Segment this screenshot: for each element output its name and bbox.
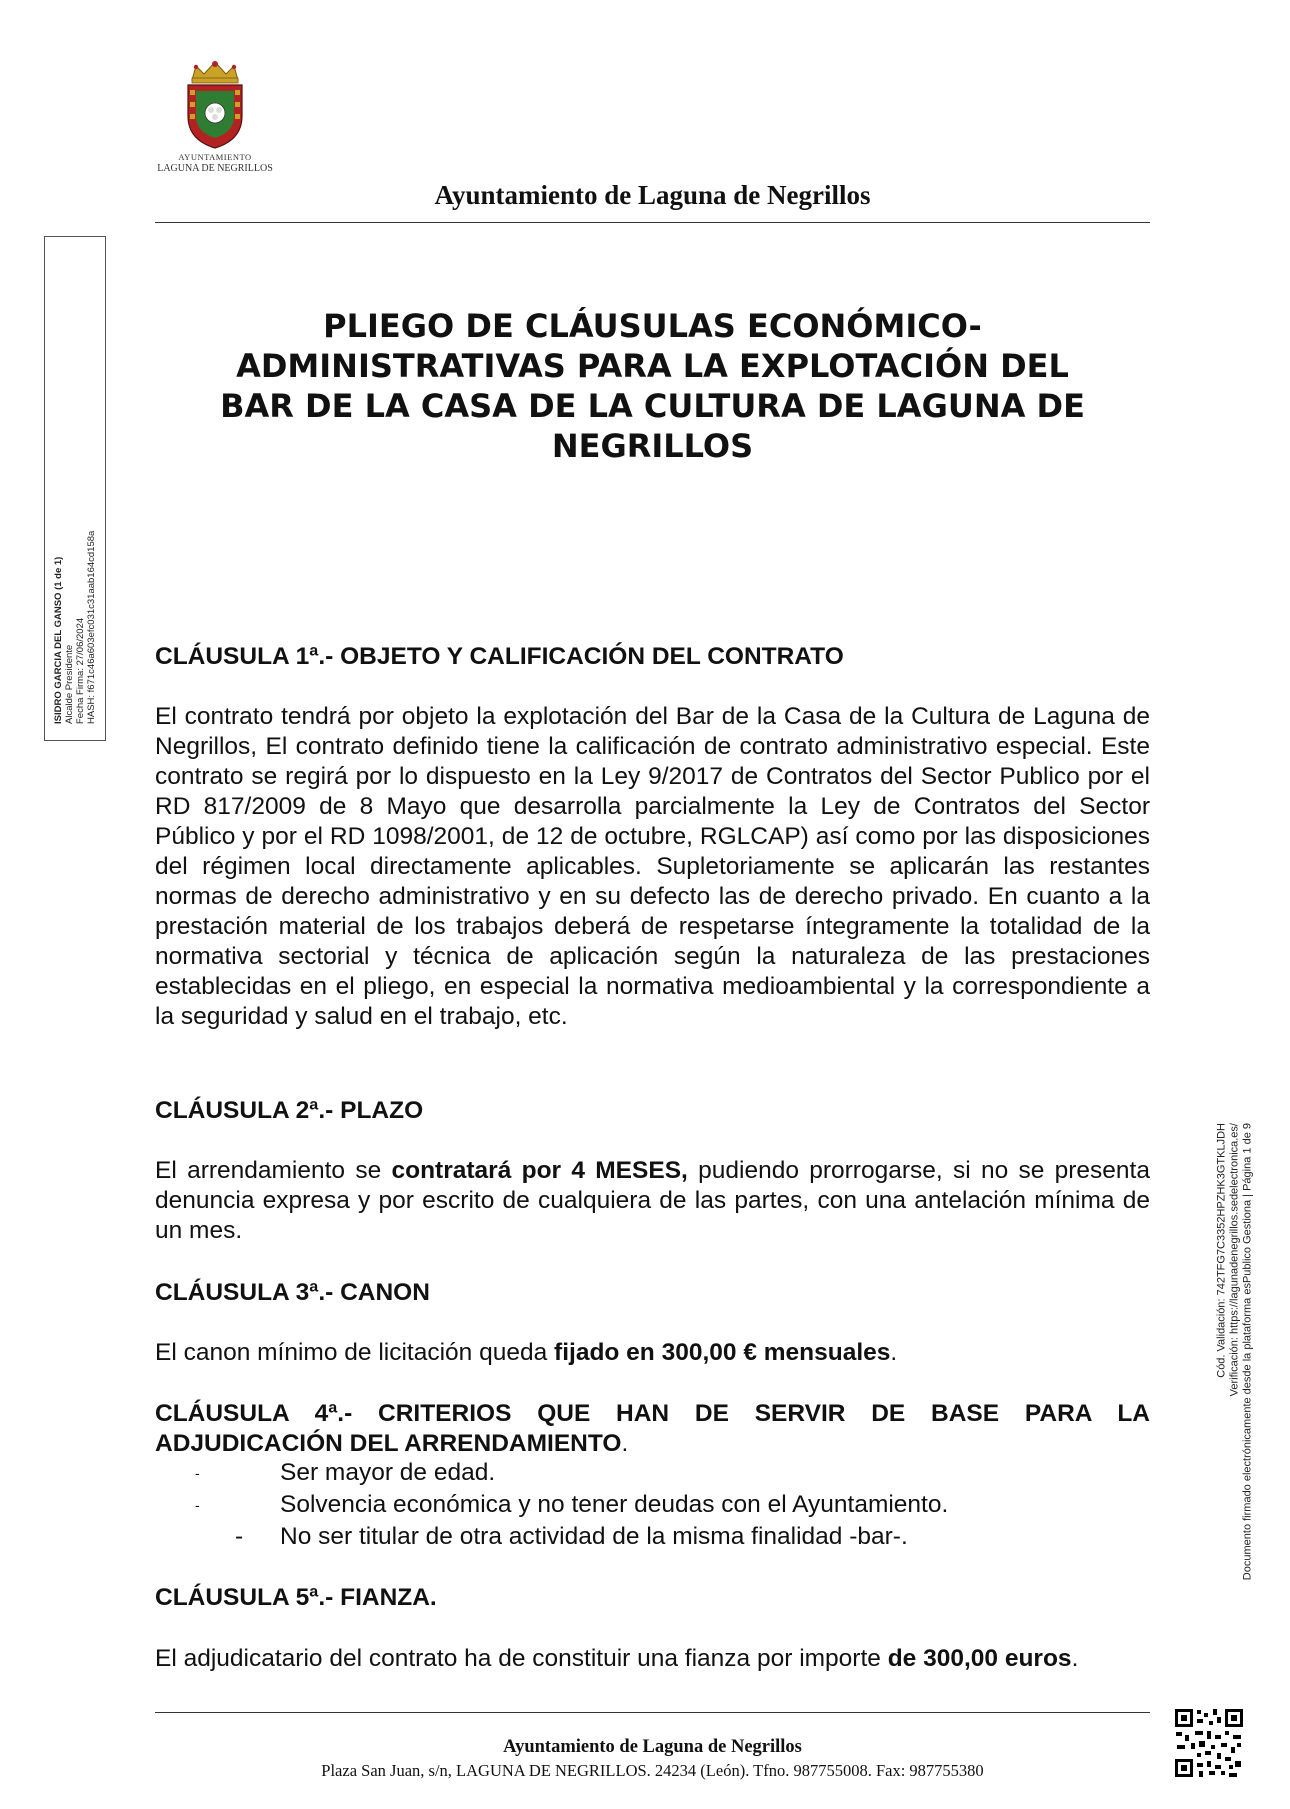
bullet-text: No ser titular de otra actividad de la misma finalidad -bar-. — [280, 1523, 908, 1550]
title-line: BAR DE LA CASA DE LA CULTURA DE LAGUNA DE — [220, 387, 1085, 425]
clause-2-text-before: El arrendamiento se — [155, 1157, 392, 1184]
clause-2-text-after: pudiendo prorrogarse, si no se presenta denuncia expresa y por escrito de cualquiera de las partes, con una antelación mínima de un mes. — [155, 1157, 1150, 1244]
list-item — [155, 1458, 1150, 1490]
footer-divider — [155, 1712, 1150, 1713]
clause-3-text — [155, 1338, 1150, 1368]
qr-code-graphic — [1173, 1707, 1245, 1779]
clause-2-text-bold: contratará por 4 MESES, — [391, 1157, 688, 1184]
clause-4-bullet-list — [155, 1458, 1150, 1554]
clause-5-text-bold: de 300,00 euros — [887, 1645, 1072, 1672]
clause-3-heading: CLÁUSULA 3ª.- CANON — [155, 1279, 430, 1306]
header-divider — [155, 222, 1150, 223]
bullet-marker: - — [195, 1465, 200, 1481]
clause-5-text — [155, 1644, 1150, 1674]
municipal-logo — [155, 58, 275, 176]
clause-1-heading: CLÁUSULA 1ª.- OBJETO Y CALIFICACIÓN DEL CONTRATO — [155, 643, 844, 670]
signature-date: Fecha Firma: 27/06/2024 — [75, 617, 86, 724]
clause-1-text: El contrato tendrá por objeto la explotación del Bar de la Casa de la Cultura de Laguna de Negrillos, El contrato definido tiene la calificación de contrato administrativo especial. Este contrato se regirá por lo dispuesto en la Ley 9/2017 de Contratos del Sector Publico por el RD 817/2009 de 8 Mayo que desarrolla parcialmente la Ley de Contratos del Sector Público y por el RD 1098/2001, de 12 de octubre, RGLCAP) así como por las disposiciones del régimen local directamente aplicables. Supletoriamente se aplicarán las restantes normas de derecho administrativo y en su defecto las de derecho privado. En cuanto a la prestación material de los trabajos deberá de respetarse íntegramente la totalidad de la normativa sectorial y técnica de aplicación según la naturaleza de las prestaciones establecidas en el pliego, en especial la normativa medioambiental y la correspondiente a la seguridad y salud en el trabajo, etc. — [155, 703, 1150, 1030]
title-line: ADMINISTRATIVAS PARA LA EXPLOTACIÓN DEL — [236, 347, 1069, 385]
signer-role: Alcalde Presidente — [64, 644, 75, 724]
signer-name: ISIDRO GARCIA DEL GANSO (1 de 1) — [53, 556, 64, 724]
bullet-marker: - — [195, 1497, 200, 1513]
clause-4-heading-suffix: . — [621, 1430, 629, 1457]
footer-address: Plaza San Juan, s/n, LAGUNA DE NEGRILLOS. 24234 (León). Tfno. 987755008. Fax: 987755380 — [321, 1761, 984, 1780]
validation-text — [1216, 1123, 1255, 1683]
logo-text-town: LAGUNA DE NEGRILLOS — [157, 163, 273, 174]
document-title — [170, 306, 1135, 466]
clause-3-text-bold: fijado en 300,00 € mensuales — [554, 1339, 891, 1366]
qr-code-icon — [1173, 1707, 1245, 1779]
list-item — [155, 1490, 1150, 1522]
clause-4-heading — [155, 1399, 1150, 1459]
signature-hash: HASH: f671c46a603efc031c31aab164cd158a — [86, 530, 97, 724]
validation-url: Verificación: https://lagunadenegrillos.sedelectronica.es/ — [1228, 1122, 1241, 1396]
header-title: Ayuntamiento de Laguna de Negrillos — [434, 180, 871, 210]
bullet-text: Ser mayor de edad. — [280, 1459, 496, 1486]
clause-4-heading-text: CLÁUSULA 4ª.- CRITERIOS QUE HAN DE SERVIR DE BASE PARA LA ADJUDICACIÓN DEL ARRENDAMIENTO — [155, 1400, 1150, 1457]
list-item — [155, 1522, 1150, 1554]
signature-text — [53, 254, 97, 724]
clause-2-heading: CLÁUSULA 2ª.- PLAZO — [155, 1097, 424, 1124]
title-line: NEGRILLOS — [551, 427, 754, 465]
validation-code: Cód. Validación: 742TFG7C3352HPZHK3GTKLJDH — [1215, 1122, 1228, 1378]
clause-5-text-before: El adjudicatario del contrato ha de constituir una fianza por importe — [155, 1645, 888, 1672]
clause-5-text-after: . — [1071, 1645, 1079, 1672]
signature-box — [44, 236, 106, 741]
bullet-text: Solvencia económica y no tener deudas con el Ayuntamiento. — [280, 1491, 949, 1518]
clause-5-heading: CLÁUSULA 5ª.- FIANZA. — [155, 1584, 437, 1611]
bullet-marker: - — [235, 1523, 244, 1550]
logo-text-ayuntamiento: AYUNTAMIENTO — [178, 152, 252, 162]
coat-of-arms-icon — [180, 58, 250, 150]
validation-platform: Documento firmado electrónicamente desde la plataforma esPublico Gestiona | Página 1 de 9 — [1241, 1122, 1254, 1580]
clause-2-text — [155, 1156, 1150, 1246]
footer-title: Ayuntamiento de Laguna de Negrillos — [503, 1737, 802, 1757]
validation-strip — [1203, 1120, 1267, 1685]
clause-3-text-after: . — [890, 1339, 898, 1366]
title-line: PLIEGO DE CLÁUSULAS ECONÓMICO- — [323, 307, 982, 345]
clause-3-text-before: El canon mínimo de licitación queda — [155, 1339, 555, 1366]
